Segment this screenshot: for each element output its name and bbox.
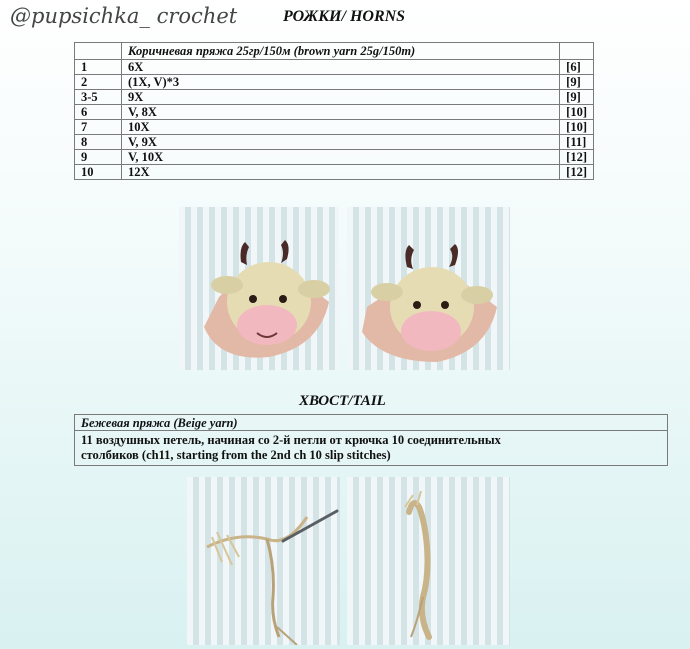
tail-instruction: 11 воздушных петель, начиная со 2-й петли от крючка 10 соединительных столбиков (ch11, starting from the 2nd ch 10 slip stitches) [75, 431, 668, 466]
cow-head-photo-right [347, 207, 510, 370]
cow-head-photo-left [179, 207, 339, 370]
tail-title: ХВОСТ/TAIL [299, 393, 386, 409]
horns-yarn-label: Коричневая пряжа 25гр/150м (brown yarn 25g/150m) [122, 43, 560, 60]
table-row [75, 431, 668, 466]
table-row: 8 V, 9X [11] [75, 135, 594, 150]
table-row: 10 12X [12] [75, 165, 594, 180]
tail-photo-hook [187, 477, 340, 645]
table-row: 1 6X [6] [75, 60, 594, 75]
horns-pattern-table [74, 42, 594, 180]
table-row [75, 43, 594, 60]
tail-yarn-label: Бежевая пряжа (Beige yarn) [75, 415, 668, 431]
tail-photo-finished [347, 477, 510, 645]
instagram-handle: @pupsichka_ crochet [10, 4, 238, 28]
table-row: 2 (1X, V)*3 [9] [75, 75, 594, 90]
table-row: 9 V, 10X [12] [75, 150, 594, 165]
horns-title: РОЖКИ/ HORNS [283, 8, 406, 25]
tail-pattern-table [74, 414, 668, 466]
table-row: 3-5 9X [9] [75, 90, 594, 105]
table-row: 7 10X [10] [75, 120, 594, 135]
table-row [75, 415, 668, 431]
table-row: 6 V, 8X [10] [75, 105, 594, 120]
